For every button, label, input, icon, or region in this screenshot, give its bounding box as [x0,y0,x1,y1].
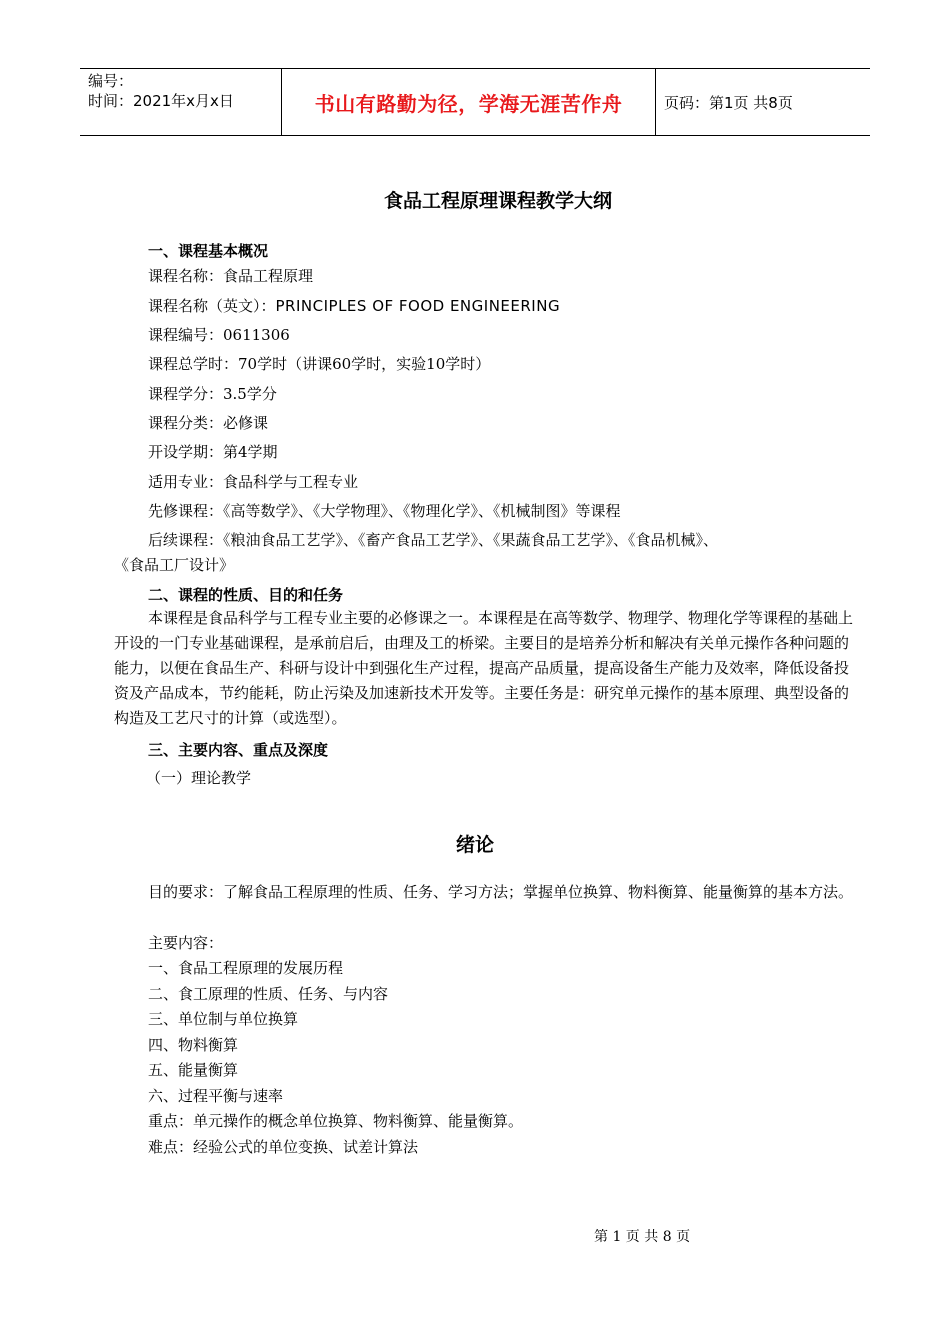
course-major: 适用专业：食品科学与工程专业 [148,473,359,491]
time-label: 时间：2021年x月x日 [88,92,234,110]
motto: 书山有路勤为径，学海无涯苦作舟 [314,91,623,116]
header-motto-cell [282,69,656,135]
course-hours: 课程总学时：70学时（讲课60学时，实验10学时） [148,355,491,373]
key-points: 重点：单元操作的概念单位换算、物料衡算、能量衡算。 [148,1112,524,1130]
section-heading-nature: 二、课程的性质、目的和任务 [148,586,344,604]
course-semester: 开设学期：第4学期 [148,443,278,461]
chapter-title: 绪论 [455,834,494,856]
course-code: 课程编号：0611306 [148,326,290,344]
content-label: 主要内容： [148,934,224,952]
content-item: 五、能量衡算 [148,1061,239,1079]
number-label: 编号： [88,72,134,90]
content-item: 六、过程平衡与速率 [148,1087,284,1105]
course-name-english-label: 课程名称（英文）： [148,297,276,315]
theory-subheading: （一）理论教学 [146,769,252,787]
content-item: 二、食工原理的性质、任务、与内容 [148,985,389,1003]
page-label: 页码：第1页 共8页 [664,93,793,112]
course-category: 课程分类：必修课 [148,414,269,432]
course-name-english [148,295,560,316]
course-prerequisites: 先修课程：《高等数学》、《大学物理》、《物理化学》、《机械制图》等课程 [148,502,621,520]
header-table [80,68,870,136]
section-heading-content: 三、主要内容、重点及深度 [148,741,329,759]
header-page-cell [656,69,870,135]
nature-paragraph: 本课程是食品科学与工程专业主要的必修课之一。本课程是在高等数学、物理学、物理化学等课程的基础上开设的一门专业基础课程，是承前启后，由理及工的桥梁。主要目的是培养分析和解决有关单元操作各种问题的能力，以便在食品生产、科研与设计中到强化生产过程，提高产品质量，提高设备生产能力及效率，降低设备投资及产品成本，节约能耗，防止污染及加速新技术开发等。主要任务是：研究单元操作的基本原理、典型设备的构造及工艺尺寸的计算（或选型）。 [114,609,854,727]
content-item: 四、物料衡算 [148,1036,239,1054]
course-name: 课程名称：食品工程原理 [148,267,314,285]
content-item: 三、单位制与单位换算 [148,1010,299,1028]
document-title: 食品工程原理课程教学大纲 [383,190,612,212]
difficulties: 难点：经验公式的单位变换、试差计算法 [148,1138,419,1156]
page-footer: 第 1 页 共 8 页 [594,1229,691,1245]
section-heading-overview: 一、课程基本概况 [148,242,269,260]
course-credits: 课程学分：3.5学分 [148,385,277,403]
chapter-objective: 目的要求：了解食品工程原理的性质、任务、学习方法；掌握单位换算、物料衡算、能量衡算的基本方法。 [148,883,854,901]
course-followup-line1: 后续课程：《粮油食品工艺学》、《畜产食品工艺学》、《果蔬食品工艺学》、《食品机械》、 [148,531,719,549]
course-name-english-value: PRINCIPLES OF FOOD ENGINEERING [275,297,561,315]
course-followup-line2: 《食品工厂设计》 [114,556,235,574]
content-item: 一、食品工程原理的发展历程 [148,959,344,977]
header-meta-cell [80,69,282,135]
